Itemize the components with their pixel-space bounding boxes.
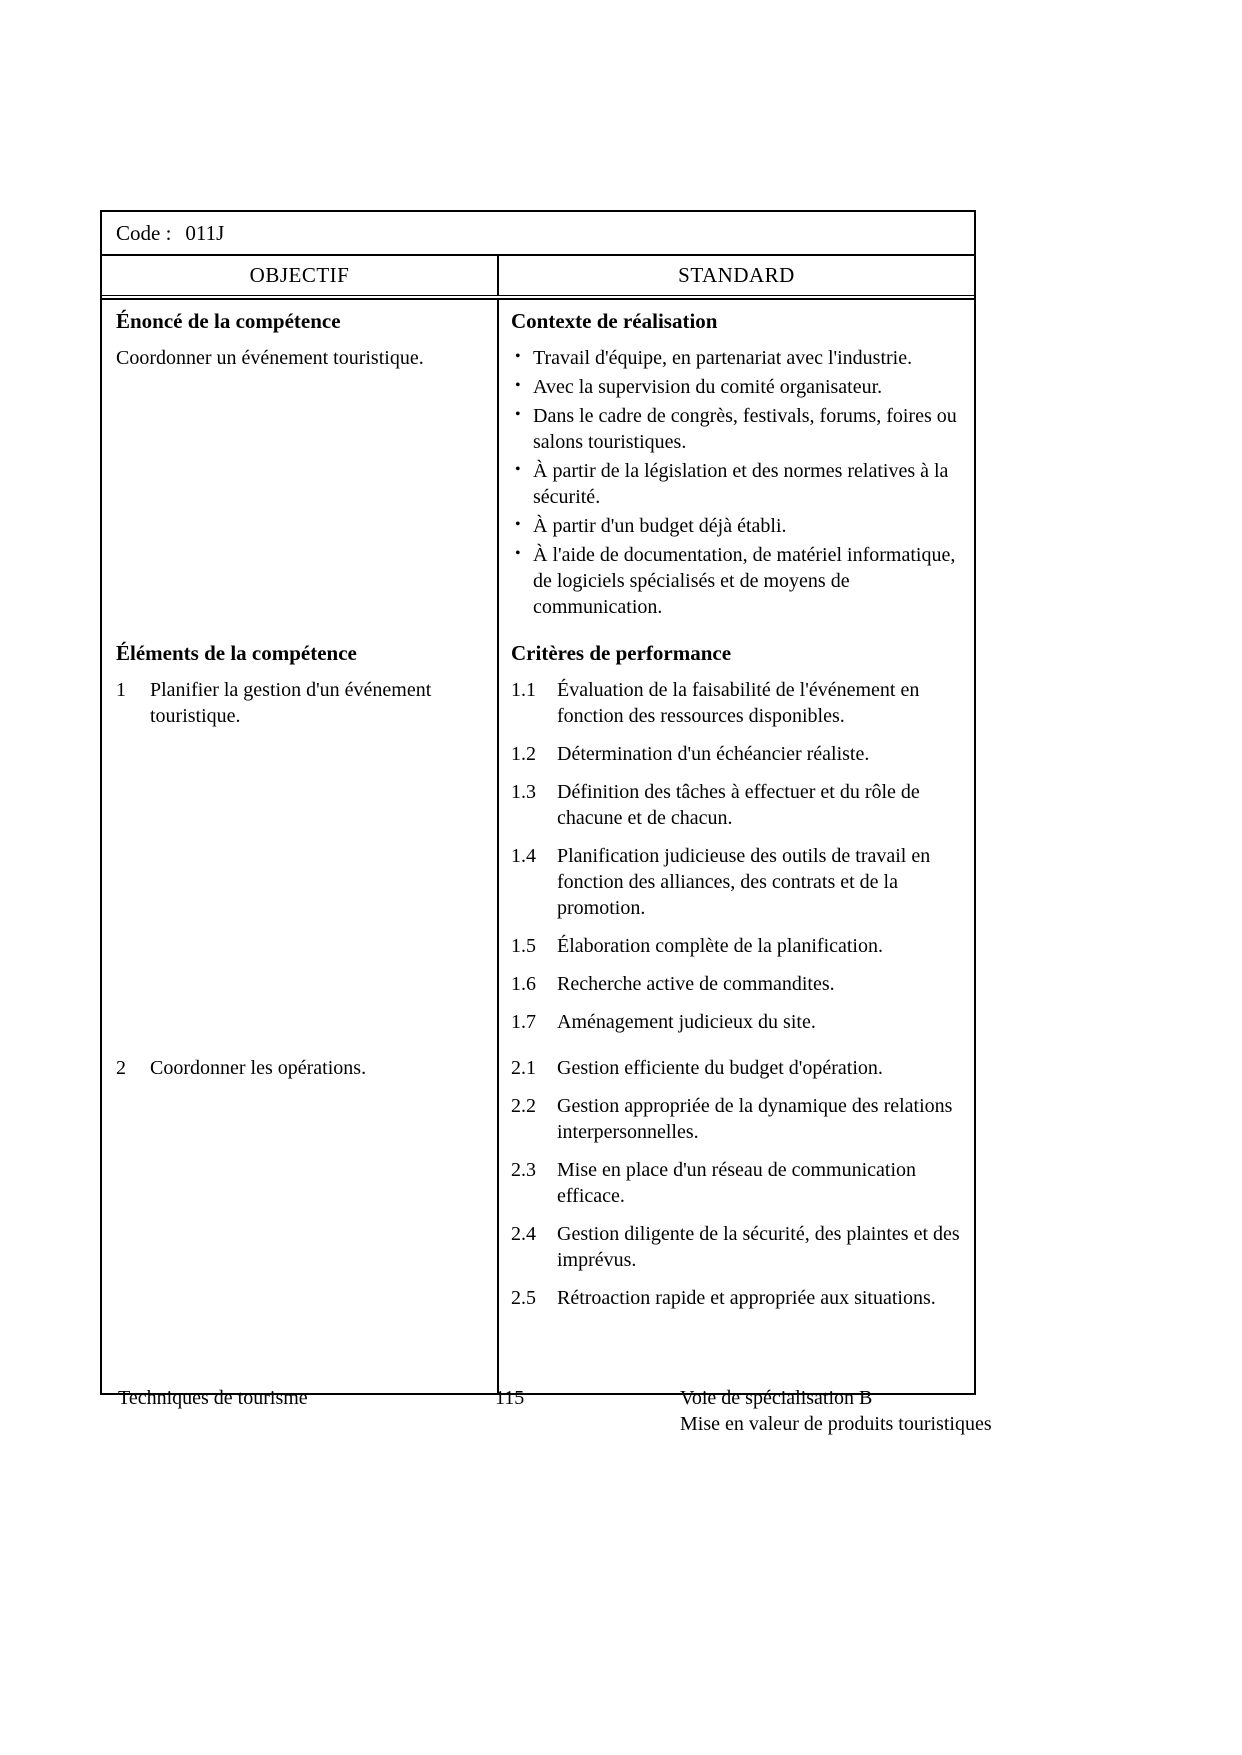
- context-bullet: • À partir d'un budget déjà établi.: [511, 513, 960, 539]
- criterion-number: 2.5: [511, 1287, 536, 1310]
- element-number: 2: [116, 1057, 126, 1080]
- element-text: Planifier la gestion d'un événement touristique.: [150, 679, 432, 728]
- criterion-number: 1.7: [511, 1011, 536, 1034]
- criterion-number: 2.1: [511, 1057, 536, 1080]
- elements-cell-1: [102, 632, 499, 1047]
- bullet-icon: •: [515, 516, 521, 534]
- criterion-text: Évaluation de la faisabilité de l'événement en fonction des ressources disponibles.: [557, 679, 920, 728]
- criterion-item: [511, 677, 960, 729]
- criterion-text: Élaboration complète de la planification.: [557, 935, 883, 958]
- criterion-text: Rétroaction rapide et appropriée aux situations.: [557, 1287, 936, 1310]
- bullet-icon: •: [515, 461, 521, 479]
- criterion-text: Mise en place d'un réseau de communication efficace.: [557, 1159, 917, 1208]
- column-header-standard: STANDARD: [678, 263, 795, 287]
- code-label: Code :: [116, 220, 172, 245]
- elements-cell-2: [102, 1047, 499, 1393]
- context-bullet: • Avec la supervision du comité organisateur.: [511, 374, 960, 400]
- enonce-cell: [102, 300, 499, 632]
- criterion-text: Planification judicieuse des outils de travail en fonction des alliances, des contrats et de la promotion.: [557, 845, 931, 920]
- context-bullet: • À l'aide de documentation, de matériel informatique, de logiciels spécialisés et de moyens de communication.: [511, 542, 960, 620]
- code-value: 011J: [185, 220, 225, 245]
- criterion-text: Gestion diligente de la sécurité, des plaintes et des imprévus.: [557, 1223, 960, 1272]
- criterion-number: 1.6: [511, 973, 536, 996]
- criteres-title: Critères de performance: [511, 641, 732, 665]
- criterion-item: [511, 779, 960, 831]
- footer-specialization: [680, 1385, 992, 1437]
- competency-table: [100, 210, 976, 1395]
- criterion-item: [511, 1093, 960, 1145]
- table-header-row: [102, 256, 974, 296]
- context-bullet: • Dans le cadre de congrès, festivals, forums, foires ou salons touristiques.: [511, 403, 960, 455]
- bullet-icon: •: [515, 348, 521, 366]
- criterion-number: 1.5: [511, 935, 536, 958]
- code-row: [102, 212, 974, 256]
- criterion-item: [511, 1221, 960, 1273]
- criterion-item: [511, 843, 960, 921]
- footer-page-number: 115: [495, 1387, 525, 1409]
- criterion-item: [511, 1055, 960, 1081]
- criterion-number: 1.2: [511, 743, 536, 766]
- criterion-number: 2.3: [511, 1159, 536, 1182]
- element-text: Coordonner les opérations.: [150, 1057, 367, 1080]
- criterion-item: [511, 1285, 960, 1311]
- enonce-title: Énoncé de la compétence: [116, 309, 341, 333]
- footer-specialization-line1: Voie de spécialisation B: [680, 1387, 873, 1409]
- criterion-item: [511, 1157, 960, 1209]
- element-number: 1: [116, 679, 126, 702]
- criterion-number: 1.3: [511, 781, 536, 804]
- criterion-number: 1.1: [511, 679, 536, 702]
- bullet-icon: •: [515, 545, 521, 563]
- criteria-cell-1: [499, 632, 974, 1047]
- contexte-cell: [499, 300, 974, 632]
- element-item: [116, 677, 483, 729]
- elements-title: Éléments de la compétence: [116, 641, 357, 665]
- bullet-icon: •: [515, 377, 521, 395]
- criterion-text: Gestion efficiente du budget d'opération.: [557, 1057, 883, 1080]
- criterion-item: [511, 741, 960, 767]
- criteria-cell-2: [499, 1047, 974, 1393]
- criterion-text: Recherche active de commandites.: [557, 973, 835, 996]
- bullet-icon: •: [515, 406, 521, 424]
- context-bullet: • Travail d'équipe, en partenariat avec l'industrie.: [511, 345, 960, 371]
- criterion-text: Gestion appropriée de la dynamique des relations interpersonnelles.: [557, 1095, 953, 1144]
- criterion-text: Définition des tâches à effectuer et du rôle de chacune et de chacun.: [557, 781, 920, 830]
- criterion-number: 2.4: [511, 1223, 536, 1246]
- contexte-title: Contexte de réalisation: [511, 309, 718, 333]
- enonce-text: Coordonner un événement touristique.: [116, 347, 424, 370]
- criterion-number: 1.4: [511, 845, 536, 868]
- criterion-item: [511, 971, 960, 997]
- criterion-text: Détermination d'un échéancier réaliste.: [557, 743, 870, 766]
- element-item: [116, 1055, 483, 1081]
- criterion-item: [511, 1009, 960, 1035]
- context-bullet: • À partir de la législation et des normes relatives à la sécurité.: [511, 458, 960, 510]
- footer-program-name: Techniques de tourisme: [118, 1387, 308, 1409]
- criterion-text: Aménagement judicieux du site.: [557, 1011, 816, 1034]
- column-header-objectif: OBJECTIF: [102, 256, 499, 295]
- footer-specialization-line2: Mise en valeur de produits touristiques: [680, 1413, 992, 1435]
- table-body: [102, 300, 974, 1393]
- criterion-item: [511, 933, 960, 959]
- criterion-number: 2.2: [511, 1095, 536, 1118]
